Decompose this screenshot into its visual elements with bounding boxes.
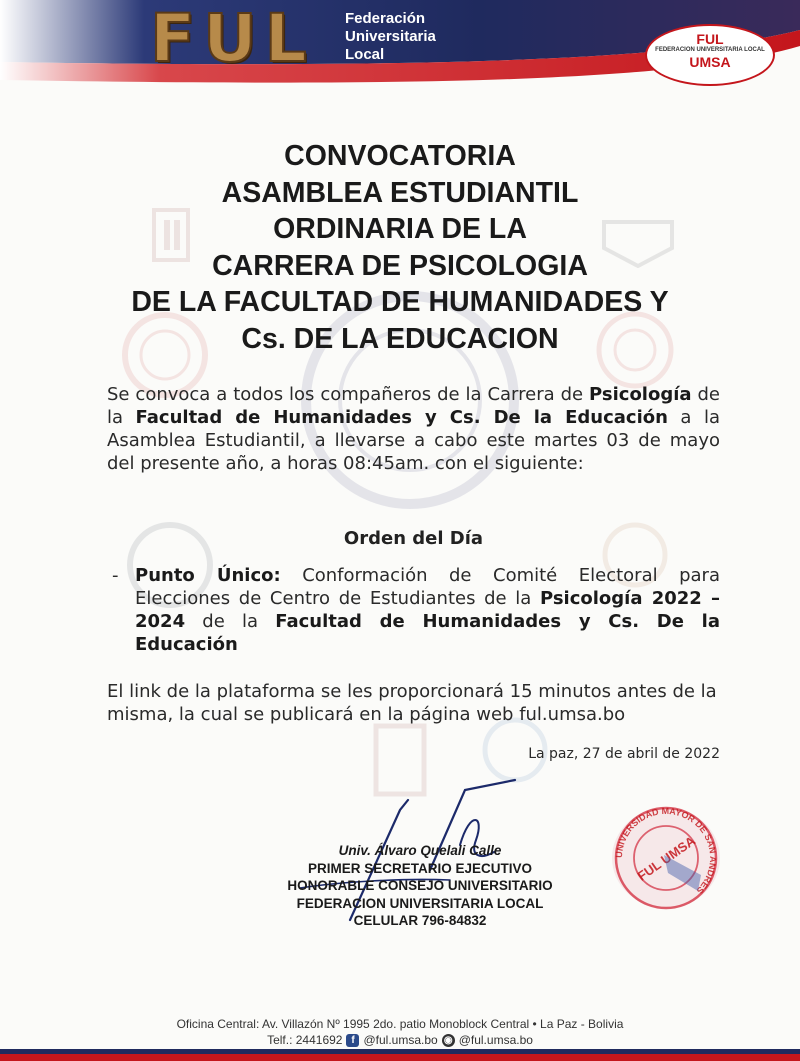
agenda-bullet: - [112,565,119,586]
badge-top-text: FUL [696,31,724,47]
signer-name: Univ. Álvaro Quelali Calle [338,843,502,858]
badge-mid-text: FEDERACION UNIVERSITARIA LOCAL [655,47,765,53]
org-line-1: Federación [345,10,426,27]
agenda-text-2: de la [185,611,276,632]
signature-block [250,842,590,930]
facebook-icon: f [346,1034,359,1047]
agenda-title: Orden del Día [343,528,484,549]
signer-role-3: FEDERACION UNIVERSITARIA LOCAL [296,895,544,911]
title-line-2: ASAMBLEA ESTUDIANTIL [221,176,579,209]
stamp-center-text: FUL UMSA [634,833,699,884]
agenda-bold-period: Psicología 2022 – 2024 [135,588,721,632]
signer-role-1: PRIMER SECRETARIO EJECUTIVO [307,860,533,876]
footer-contacts [267,1032,533,1048]
stamp-ring-text: UNIVERSIDAD MAYOR DE SAN ANDRES [613,805,719,896]
letterhead-footer [0,1016,800,1048]
signer-phone: CELULAR 796-84832 [353,913,487,928]
agenda-text-1: Conformación de Comité Electoral para Elecciones de Centro de Estudiantes de la [135,565,720,609]
intro-text-1: Se convoca a todos los compañeros de la Carrera de [107,384,590,405]
signer-role-2: HONORABLE CONSEJO UNIVERSITARIO [287,878,553,893]
org-line-2: Universitaria [345,28,436,45]
title-line-6: Cs. DE LA EDUCACION [241,322,559,355]
title-line-3: ORDINARIA DE LA [273,213,527,246]
intro-paragraph [107,383,720,475]
agenda-item [112,564,720,656]
intro-text-2: de la [107,384,720,428]
org-line-3: Local [345,46,385,63]
footer-instagram: @ful.umsa.bo [458,1033,533,1047]
footer-address: Oficina Central: Av. Villazón Nº 1995 2do. patio Monoblock Central • La Paz - Bolivia [176,1017,624,1031]
title-line-5: DE LA FACULTAD DE HUMANIDADES Y [131,286,669,319]
intro-bold-career: Psicología [589,384,692,405]
badge-bottom-text: UMSA [689,54,731,70]
footer-bar [0,1049,800,1061]
instagram-icon: ◉ [442,1034,455,1047]
letterhead-header [0,0,800,100]
agenda-item-text [135,564,720,656]
org-name [345,10,436,64]
footer-phone: Telf.: 2441692 [267,1033,343,1047]
agenda-point-label: Punto Único: [135,565,281,586]
ful-logo-text: FUL [150,0,315,77]
title-line-1: CONVOCATORIA [284,140,516,172]
intro-text-3: a la Asamblea Estudiantil, a llevarse a cabo este martes 03 de mayo del presente año, a horas 08:45am. con el siguiente: [107,407,720,474]
title-line-4: CARRERA DE PSICOLOGIA [212,249,588,282]
footer-facebook: @ful.umsa.bo [363,1033,438,1047]
link-paragraph: El link de la plataforma se les proporcionará 15 minutos antes de la misma, la cual se publicará en la página web ful.umsa.bo [107,681,717,725]
document-date: La paz, 27 de abril de 2022 [528,746,720,762]
official-stamp-icon [606,803,726,913]
agenda-bold-faculty: Facultad de Humanidades y Cs. De la Educación [135,611,721,655]
intro-bold-faculty: Facultad de Humanidades y Cs. De la Educación [135,407,668,428]
ful-umsa-badge [645,24,775,86]
document-title [40,138,760,358]
